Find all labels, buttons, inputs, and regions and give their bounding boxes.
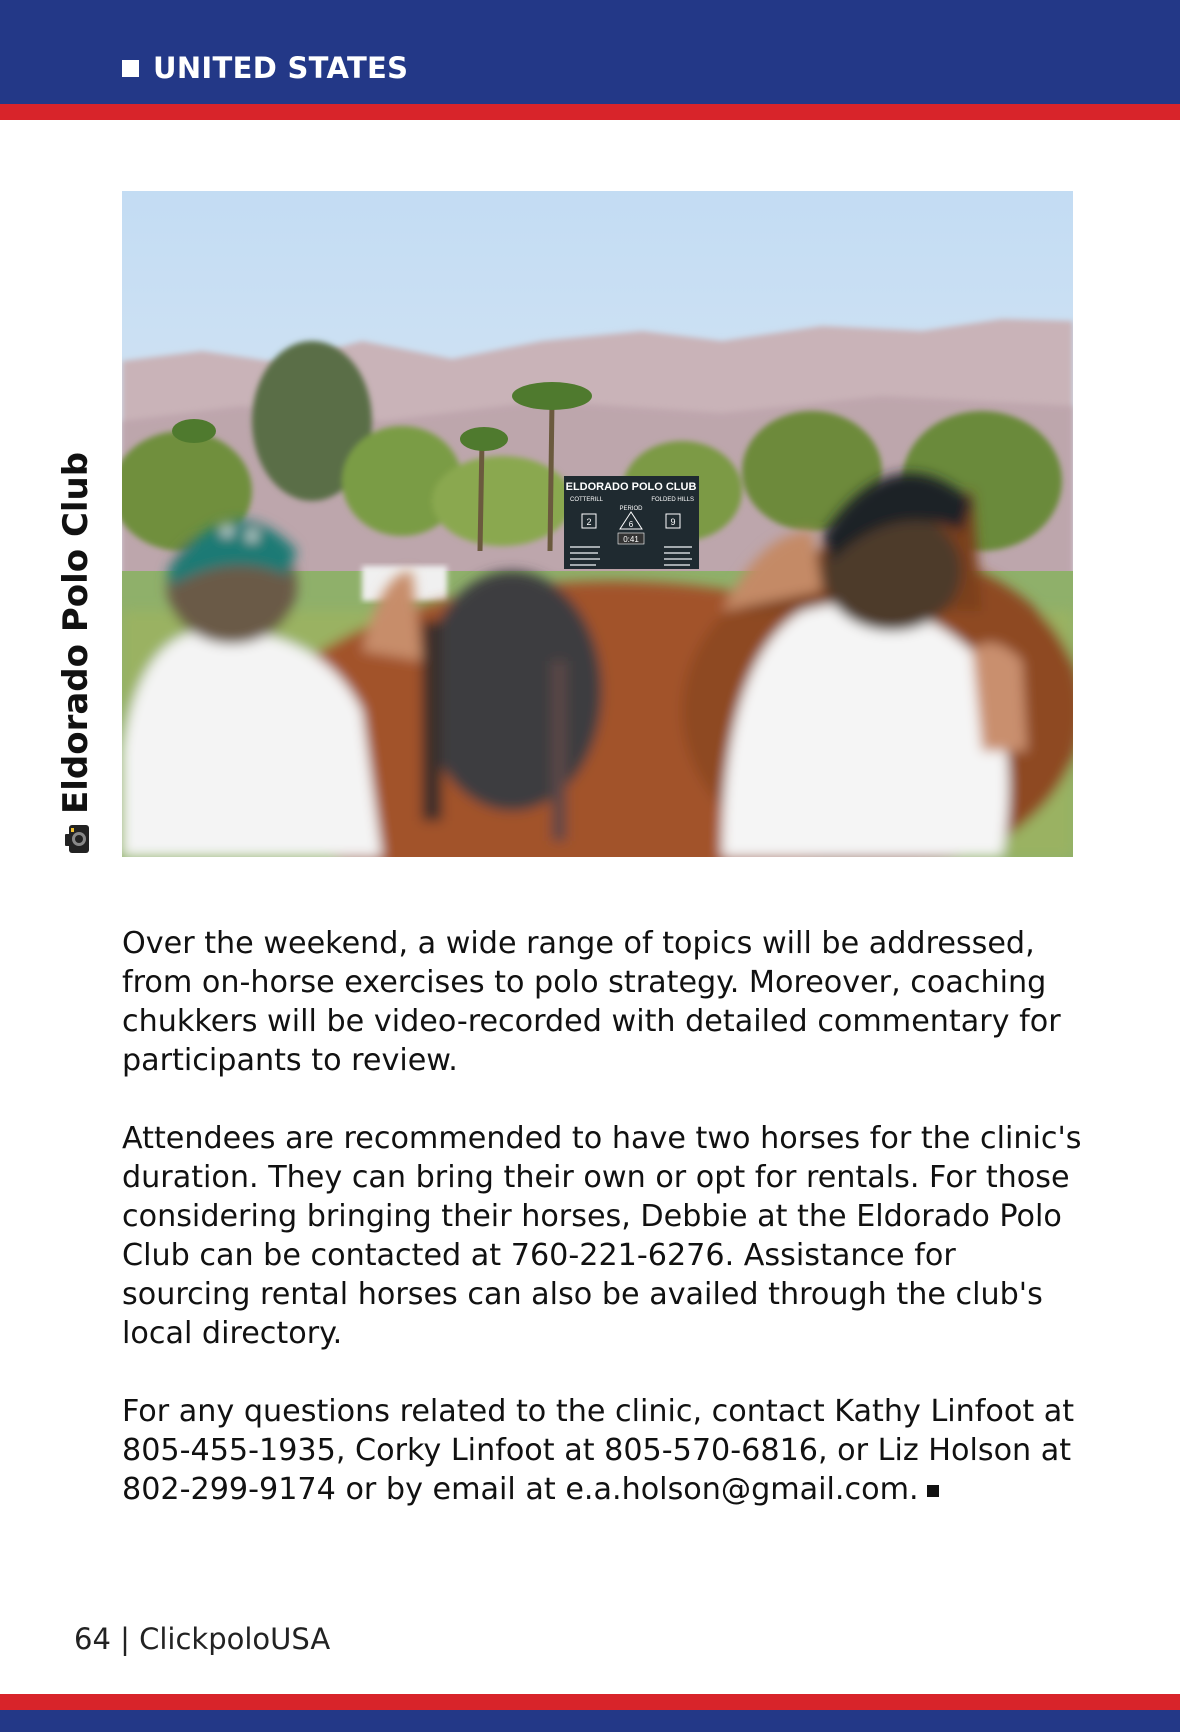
footer-red-stripe [0, 1694, 1180, 1710]
photo-caption [54, 452, 98, 856]
square-bullet-icon [122, 60, 139, 77]
scoreboard-score-left: 2 [586, 517, 592, 527]
photo-caption-wrap [54, 451, 98, 1276]
scoreboard-score-right: 9 [670, 517, 676, 527]
end-mark-icon [927, 1485, 939, 1497]
article-photo [122, 191, 1073, 857]
scoreboard [564, 476, 699, 569]
photo-caption-text: Eldorado Polo Club [56, 451, 96, 814]
scoreboard-team-left: COTTERILL [570, 497, 604, 503]
paragraph: Attendees are recommended to have two horses for the clinic's duration. They can bring their own or opt for rentals. For those considering bringing their horses, Debbie at the Eldorado Polo Club can be contacted at 760-221-6276. Assistance for sourcing rental horses can also be availed through the club's local directory. [122, 1121, 1082, 1351]
scoreboard-clock: 0:41 [623, 535, 639, 544]
scoreboard-period-label: PERIOD [619, 506, 643, 512]
paragraph-last [122, 1392, 1082, 1509]
article-body [122, 924, 1082, 1548]
scoreboard-team-right: FOLDED HILLS [651, 497, 694, 503]
page-footer: 64 | ClickpoloUSA [74, 1622, 331, 1656]
scoreboard-title: ELDORADO POLO CLUB [565, 481, 697, 493]
section-title: UNITED STATES [153, 51, 409, 85]
paragraph: Over the weekend, a wide range of topics will be addressed, from on-horse exercises to polo strategy. Moreover, coaching chukkers will be video-recorded with detailed commentary for participants to review. [122, 926, 1061, 1078]
header-red-stripe [0, 104, 1180, 120]
camera-icon [59, 822, 93, 856]
section-label [122, 48, 408, 88]
footer-band [0, 1710, 1180, 1732]
paragraph-text: For any questions related to the clinic, contact Kathy Linfoot at 805-455-1935, Corky Linfoot at 805-570-6816, or Liz Holson at 802-299-9174 or by email at e.a.holson@gmail.com. [122, 1394, 1075, 1507]
scoreboard-period: 6 [628, 520, 634, 529]
